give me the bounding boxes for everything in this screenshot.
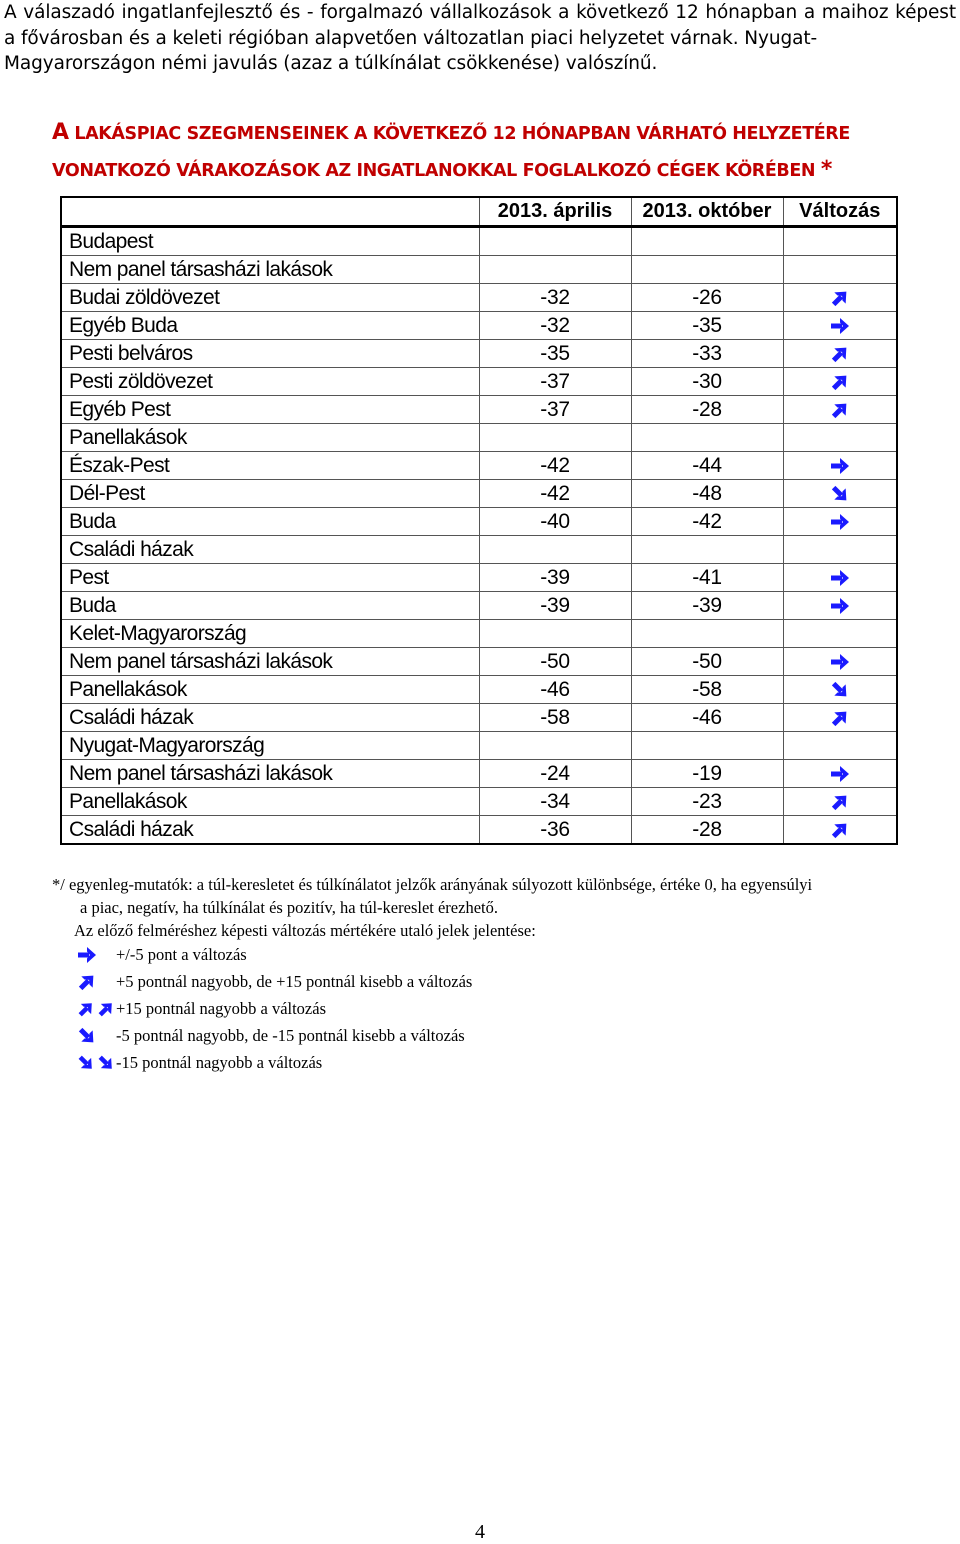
header-october: 2013. október <box>631 197 783 227</box>
arrow-up-icon <box>829 344 851 364</box>
row-label: Kelet-Magyarország <box>61 620 479 648</box>
change-indicator <box>783 760 897 788</box>
october-value: -28 <box>631 816 783 845</box>
april-value <box>479 536 631 564</box>
october-value: -33 <box>631 340 783 368</box>
row-label: Dél-Pest <box>61 480 479 508</box>
arrow-up-icon <box>829 820 851 840</box>
october-value: -19 <box>631 760 783 788</box>
change-indicator <box>783 788 897 816</box>
row-label: Nem panel társasházi lakások <box>61 256 479 284</box>
october-value <box>631 424 783 452</box>
arrow-up-icon <box>829 400 851 420</box>
table-row <box>61 732 897 760</box>
arrow-up-icon <box>96 999 116 1019</box>
heading-line-1-text: LAKÁSPIAC SZEGMENSEINEK A KÖVETKEZŐ 12 HÓNAPBAN VÁRHATÓ HELYZETÉRE <box>74 124 850 144</box>
arrow-right-icon <box>829 596 851 616</box>
legend-item <box>76 968 472 995</box>
arrow-right-icon <box>829 316 851 336</box>
legend-text: +/-5 pont a változás <box>116 944 247 964</box>
table-row <box>61 452 897 480</box>
table-row <box>61 396 897 424</box>
legend-icons <box>76 999 116 1019</box>
row-label: Családi házak <box>61 536 479 564</box>
change-indicator <box>783 536 897 564</box>
april-value: -35 <box>479 340 631 368</box>
row-label: Panellakások <box>61 788 479 816</box>
arrow-right-icon <box>829 512 851 532</box>
table-row <box>61 536 897 564</box>
october-value: -30 <box>631 368 783 396</box>
heading-line-1 <box>52 115 932 152</box>
arrow-right-icon <box>829 764 851 784</box>
october-value: -28 <box>631 396 783 424</box>
legend-icons <box>76 1026 116 1046</box>
october-value: -26 <box>631 284 783 312</box>
change-indicator <box>783 396 897 424</box>
april-value: -50 <box>479 648 631 676</box>
row-label: Családi házak <box>61 704 479 732</box>
table-row <box>61 508 897 536</box>
row-label: Pest <box>61 564 479 592</box>
table-row <box>61 480 897 508</box>
table-row <box>61 592 897 620</box>
legend-item <box>76 1049 472 1076</box>
october-value: -23 <box>631 788 783 816</box>
change-indicator <box>783 704 897 732</box>
october-value: -41 <box>631 564 783 592</box>
legend-icons <box>76 1053 116 1073</box>
change-indicator <box>783 227 897 256</box>
october-value <box>631 620 783 648</box>
change-indicator <box>783 676 897 704</box>
row-label: Panellakások <box>61 676 479 704</box>
row-label: Buda <box>61 508 479 536</box>
header-blank <box>61 197 479 227</box>
arrow-down-icon <box>829 484 851 504</box>
october-value: -44 <box>631 452 783 480</box>
april-value: -58 <box>479 704 631 732</box>
change-indicator <box>783 592 897 620</box>
intro-paragraph <box>4 0 956 77</box>
footnote <box>52 873 942 942</box>
april-value <box>479 256 631 284</box>
table-row <box>61 312 897 340</box>
table-row <box>61 564 897 592</box>
legend-item <box>76 1022 472 1049</box>
legend-item <box>76 995 472 1022</box>
table-row <box>61 284 897 312</box>
october-value <box>631 732 783 760</box>
arrow-right-icon <box>829 652 851 672</box>
april-value <box>479 227 631 256</box>
october-value: -39 <box>631 592 783 620</box>
header-april: 2013. április <box>479 197 631 227</box>
october-value: -50 <box>631 648 783 676</box>
april-value: -34 <box>479 788 631 816</box>
row-label: Nyugat-Magyarország <box>61 732 479 760</box>
legend-icons <box>76 972 116 992</box>
arrow-down-icon <box>76 1053 96 1073</box>
intro-line-2: Magyarországon némi javulás (azaz a túlkínálat csökkenése) valószínű. <box>4 53 658 74</box>
arrow-down-icon <box>829 680 851 700</box>
table-row <box>61 788 897 816</box>
row-label: Pesti belváros <box>61 340 479 368</box>
legend-text: +15 pontnál nagyobb a változás <box>116 998 327 1018</box>
arrow-down-icon <box>76 1026 98 1046</box>
change-indicator <box>783 732 897 760</box>
october-value: -42 <box>631 508 783 536</box>
october-value: -58 <box>631 676 783 704</box>
table-row <box>61 816 897 845</box>
october-value: -35 <box>631 312 783 340</box>
arrow-right-icon <box>76 945 98 965</box>
arrow-up-icon <box>76 972 98 992</box>
change-indicator <box>783 452 897 480</box>
april-value: -46 <box>479 676 631 704</box>
change-indicator <box>783 424 897 452</box>
april-value: -39 <box>479 564 631 592</box>
change-indicator <box>783 648 897 676</box>
table-row <box>61 676 897 704</box>
table-row <box>61 368 897 396</box>
october-value: -46 <box>631 704 783 732</box>
arrow-up-icon <box>829 792 851 812</box>
table-row <box>61 227 897 256</box>
april-value: -24 <box>479 760 631 788</box>
row-label: Panellakások <box>61 424 479 452</box>
october-value <box>631 227 783 256</box>
table-row <box>61 256 897 284</box>
row-label: Egyéb Pest <box>61 396 479 424</box>
april-value: -40 <box>479 508 631 536</box>
arrow-right-icon <box>829 568 851 588</box>
arrow-right-icon <box>829 456 851 476</box>
change-indicator <box>783 816 897 845</box>
change-indicator <box>783 368 897 396</box>
footnote-line-3: Az előző felméréshez képesti változás mértékére utaló jelek jelentése: <box>74 921 536 940</box>
row-label: Nem panel társasházi lakások <box>61 760 479 788</box>
row-label: Buda <box>61 592 479 620</box>
legend-item <box>76 941 472 968</box>
expectations-table <box>60 196 898 845</box>
legend-text: -5 pontnál nagyobb, de -15 pontnál kisebb a változás <box>116 1025 465 1045</box>
row-label: Budapest <box>61 227 479 256</box>
legend-text: -15 pontnál nagyobb a változás <box>116 1052 323 1072</box>
april-value: -42 <box>479 452 631 480</box>
change-indicator <box>783 256 897 284</box>
header-change: Változás <box>783 197 897 227</box>
table-row <box>61 620 897 648</box>
april-value <box>479 424 631 452</box>
arrow-legend <box>76 941 472 1076</box>
arrow-down-icon <box>96 1053 116 1073</box>
row-label: Észak-Pest <box>61 452 479 480</box>
footnote-line-1: */ egyenleg-mutatók: a túl-keresletet és túlkínálatot jelzők arányának súlyozott különbsége, értéke 0, ha egyensúlyi <box>52 875 813 894</box>
arrow-up-icon <box>829 372 851 392</box>
page-number: 4 <box>475 1521 485 1543</box>
change-indicator <box>783 564 897 592</box>
april-value: -37 <box>479 368 631 396</box>
april-value: -39 <box>479 592 631 620</box>
april-value <box>479 732 631 760</box>
heading-line-2-text: VONATKOZÓ VÁRAKOZÁSOK AZ INGATLANOKKAL FOGLALKOZÓ CÉGEK KÖRÉBEN <box>52 161 816 181</box>
table-header-row <box>61 197 897 227</box>
change-indicator <box>783 340 897 368</box>
row-label: Nem panel társasházi lakások <box>61 648 479 676</box>
heading-line-2 <box>52 152 932 189</box>
row-label: Budai zöldövezet <box>61 284 479 312</box>
april-value: -32 <box>479 284 631 312</box>
change-indicator <box>783 480 897 508</box>
october-value <box>631 256 783 284</box>
change-indicator <box>783 508 897 536</box>
arrow-up-icon <box>76 999 96 1019</box>
table-row <box>61 340 897 368</box>
april-value: -36 <box>479 816 631 845</box>
arrow-up-icon <box>829 708 851 728</box>
heading-first-letter: A <box>52 120 69 145</box>
april-value: -32 <box>479 312 631 340</box>
change-indicator <box>783 284 897 312</box>
arrow-up-icon <box>829 288 851 308</box>
row-label: Egyéb Buda <box>61 312 479 340</box>
april-value: -37 <box>479 396 631 424</box>
intro-line-1: A válaszadó ingatlanfejlesztő és - forgalmazó vállalkozások a következő 12 hónapban a maihoz képest a fővárosban és a keleti régióban alapvetően változatlan piaci helyzetet várnak. Nyugat- <box>4 2 956 49</box>
table-row <box>61 648 897 676</box>
table-row <box>61 704 897 732</box>
change-indicator <box>783 620 897 648</box>
october-value <box>631 536 783 564</box>
row-label: Pesti zöldövezet <box>61 368 479 396</box>
heading-star: * <box>820 157 832 182</box>
april-value <box>479 620 631 648</box>
table-row <box>61 424 897 452</box>
legend-text: +5 pontnál nagyobb, de +15 pontnál kisebb a változás <box>116 971 473 991</box>
table-heading <box>52 115 932 189</box>
row-label: Családi házak <box>61 816 479 845</box>
change-indicator <box>783 312 897 340</box>
legend-icons <box>76 945 116 965</box>
october-value: -48 <box>631 480 783 508</box>
footnote-line-2: a piac, negatív, ha túlkínálat és pozitív, ha túl-kereslet érezhető. <box>80 898 498 917</box>
april-value: -42 <box>479 480 631 508</box>
table-row <box>61 760 897 788</box>
